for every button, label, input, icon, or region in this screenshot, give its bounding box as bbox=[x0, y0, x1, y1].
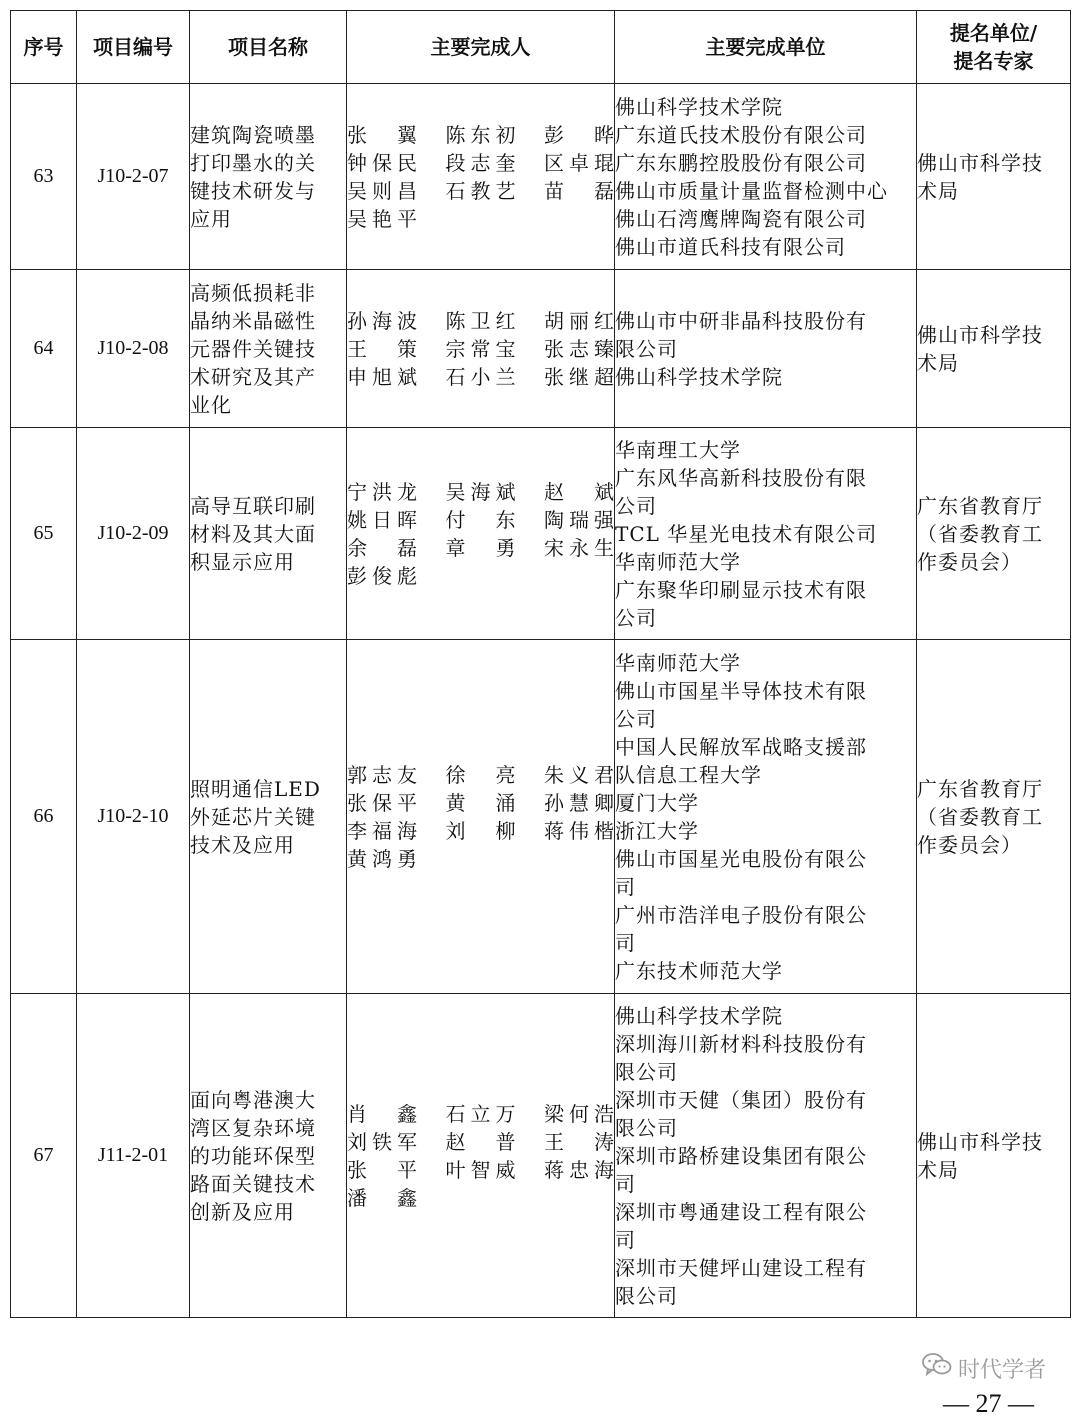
project-name-line: 应用 bbox=[190, 206, 232, 231]
nominator-line: 广东省教育厅 bbox=[917, 493, 1043, 518]
project-name-line: 业化 bbox=[190, 392, 232, 417]
nominator-line: 术局 bbox=[917, 178, 959, 203]
unit-line: 深圳海川新材料科技股份有 bbox=[615, 1031, 867, 1056]
person-name: 刘铁军 bbox=[347, 1129, 417, 1154]
page-number: — 27 — bbox=[943, 1389, 1034, 1418]
nominator-line: （省委教育工 bbox=[917, 521, 1043, 546]
unit-line: 华南师范大学 bbox=[615, 650, 741, 675]
unit-line: 佛山市中研非晶科技股份有 bbox=[615, 308, 867, 333]
people-line bbox=[347, 534, 614, 562]
unit-line: 厦门大学 bbox=[615, 790, 699, 815]
people-line bbox=[347, 845, 614, 873]
people-line bbox=[347, 149, 614, 177]
header-name: 项目名称 bbox=[190, 11, 347, 84]
person-name: 吴海斌 bbox=[445, 479, 516, 504]
project-name-line: 晶纳米晶磁性 bbox=[190, 308, 316, 333]
unit-line: 广东风华高新科技股份有限 bbox=[615, 465, 867, 490]
header-seq: 序号 bbox=[11, 11, 77, 84]
person-name: 郭志友 bbox=[347, 762, 417, 787]
project-name-line: 积显示应用 bbox=[190, 549, 295, 574]
unit-line: 浙江大学 bbox=[615, 818, 699, 843]
person-name: 梁何浩 bbox=[544, 1101, 614, 1126]
people-line bbox=[347, 121, 614, 149]
unit-line: 限公司 bbox=[615, 1059, 678, 1084]
cell-units bbox=[615, 640, 917, 994]
person-name: 刘 柳 bbox=[445, 818, 516, 843]
table-row bbox=[11, 428, 1071, 640]
table-row bbox=[11, 270, 1071, 428]
people-line bbox=[347, 562, 614, 590]
people-line bbox=[347, 761, 614, 789]
table-row bbox=[11, 640, 1071, 994]
cell-seq: 66 bbox=[11, 640, 77, 994]
unit-line: 佛山石湾鹰牌陶瓷有限公司 bbox=[615, 206, 867, 231]
person-name: 宁洪龙 bbox=[347, 479, 417, 504]
project-name-line: 技术及应用 bbox=[190, 832, 295, 857]
unit-line: 司 bbox=[615, 1227, 636, 1252]
nominator-line: 作委员会） bbox=[917, 832, 1022, 857]
header-units: 主要完成单位 bbox=[615, 11, 917, 84]
unit-line: 广东东鹏控股股份有限公司 bbox=[615, 150, 867, 175]
cell-project-name bbox=[190, 640, 347, 994]
person-name: 朱义君 bbox=[544, 762, 614, 787]
unit-line: 司 bbox=[615, 930, 636, 955]
people-line bbox=[347, 1100, 614, 1128]
person-name: 石小兰 bbox=[445, 364, 516, 389]
unit-line: 佛山科学技术学院 bbox=[615, 94, 783, 119]
unit-line: 佛山市国星光电股份有限公 bbox=[615, 846, 867, 871]
person-name: 肖 鑫 bbox=[347, 1101, 417, 1126]
cell-nominator bbox=[917, 428, 1071, 640]
person-name: 章 勇 bbox=[445, 535, 516, 560]
person-name: 王 涛 bbox=[544, 1129, 614, 1154]
unit-line: 华南理工大学 bbox=[615, 437, 741, 462]
person-name: 张保平 bbox=[347, 790, 417, 815]
header-people: 主要完成人 bbox=[347, 11, 615, 84]
cell-units bbox=[615, 84, 917, 270]
unit-line: 广东聚华印刷显示技术有限 bbox=[615, 577, 867, 602]
unit-line: 司 bbox=[615, 874, 636, 899]
cell-people bbox=[347, 270, 615, 428]
watermark-text: 时代学者 bbox=[957, 1357, 1046, 1383]
person-name: 段志奎 bbox=[445, 150, 516, 175]
people-line bbox=[347, 478, 614, 506]
people-line bbox=[347, 1156, 614, 1184]
cell-units bbox=[615, 270, 917, 428]
cell-people bbox=[347, 84, 615, 270]
header-nominator-line: 提名专家 bbox=[953, 49, 1034, 73]
people-line bbox=[347, 205, 614, 233]
person-name: 胡丽红 bbox=[544, 308, 614, 333]
project-name-line: 高导互联印刷 bbox=[190, 493, 316, 518]
header-nominator bbox=[917, 11, 1071, 84]
person-name: 王 策 bbox=[347, 336, 417, 361]
nominator-line: 术局 bbox=[917, 1157, 959, 1182]
people-line bbox=[347, 1184, 614, 1212]
nominator-line: 作委员会） bbox=[917, 549, 1022, 574]
person-name: 区卓琨 bbox=[544, 150, 614, 175]
person-name: 彭俊彪 bbox=[347, 563, 417, 588]
unit-line: 佛山市质量计量监督检测中心 bbox=[615, 178, 888, 203]
person-name: 钟保民 bbox=[347, 150, 417, 175]
cell-nominator bbox=[917, 994, 1071, 1318]
award-table bbox=[10, 10, 1071, 1318]
project-name-line: 元器件关键技 bbox=[190, 336, 316, 361]
person-name: 黄鸿勇 bbox=[347, 846, 417, 871]
person-name: 石立万 bbox=[445, 1101, 516, 1126]
unit-line: 司 bbox=[615, 1171, 636, 1196]
people-line bbox=[347, 817, 614, 845]
person-name: 张志臻 bbox=[544, 336, 614, 361]
people-line bbox=[347, 335, 614, 363]
unit-line: 广东道氏技术股份有限公司 bbox=[615, 122, 867, 147]
person-name: 孙慧卿 bbox=[544, 790, 614, 815]
person-name: 陈卫红 bbox=[445, 308, 516, 333]
person-name: 赵 普 bbox=[445, 1129, 516, 1154]
table-row bbox=[11, 994, 1071, 1318]
project-name-line: 术研究及其产 bbox=[190, 364, 316, 389]
person-name: 陈东初 bbox=[445, 122, 516, 147]
header-nominator-line: 提名单位/ bbox=[949, 21, 1038, 45]
cell-seq: 65 bbox=[11, 428, 77, 640]
unit-line: 广东技术师范大学 bbox=[615, 958, 783, 983]
person-name: 张 翼 bbox=[347, 122, 417, 147]
unit-line: 佛山市国星半导体技术有限 bbox=[615, 678, 867, 703]
unit-line: 公司 bbox=[615, 493, 657, 518]
person-name: 付 东 bbox=[445, 507, 516, 532]
cell-project-name bbox=[190, 994, 347, 1318]
unit-line: 深圳市路桥建设集团有限公 bbox=[615, 1143, 867, 1168]
unit-line: 限公司 bbox=[615, 336, 678, 361]
person-name: 宗常宝 bbox=[445, 336, 516, 361]
cell-code: J10-2-09 bbox=[77, 428, 190, 640]
person-name: 宋永生 bbox=[544, 535, 614, 560]
people-line bbox=[347, 177, 614, 205]
project-name-line: 创新及应用 bbox=[190, 1199, 295, 1224]
person-name: 潘 鑫 bbox=[347, 1185, 417, 1210]
people-line bbox=[347, 789, 614, 817]
unit-line: 华南师范大学 bbox=[615, 549, 741, 574]
project-name-line: 照明通信LED bbox=[190, 776, 321, 801]
project-name-line: 外延芯片关键 bbox=[190, 804, 316, 829]
cell-project-name bbox=[190, 84, 347, 270]
table-body bbox=[11, 84, 1071, 1318]
cell-people bbox=[347, 428, 615, 640]
table-header-row bbox=[11, 11, 1071, 84]
cell-people bbox=[347, 640, 615, 994]
person-name: 申旭斌 bbox=[347, 364, 417, 389]
person-name: 蒋忠海 bbox=[544, 1157, 614, 1182]
person-name: 石教艺 bbox=[445, 178, 516, 203]
unit-line: 佛山科学技术学院 bbox=[615, 364, 783, 389]
nominator-line: 佛山市科学技 bbox=[917, 150, 1043, 175]
unit-line: 佛山市道氏科技有限公司 bbox=[615, 234, 846, 259]
person-name: 吴则昌 bbox=[347, 178, 417, 203]
cell-seq: 63 bbox=[11, 84, 77, 270]
person-name: 蒋伟楷 bbox=[544, 818, 614, 843]
wechat-icon bbox=[922, 1352, 952, 1384]
person-name: 姚日晖 bbox=[347, 507, 417, 532]
person-name: 赵 斌 bbox=[544, 479, 614, 504]
unit-line: TCL 华星光电技术有限公司 bbox=[615, 521, 878, 546]
cell-code: J10-2-08 bbox=[77, 270, 190, 428]
unit-line: 广州市浩洋电子股份有限公 bbox=[615, 902, 867, 927]
person-name: 黄 涌 bbox=[445, 790, 516, 815]
nominator-line: 佛山市科学技 bbox=[917, 1129, 1043, 1154]
nominator-line: 术局 bbox=[917, 350, 959, 375]
unit-line: 限公司 bbox=[615, 1115, 678, 1140]
person-name: 苗 磊 bbox=[544, 178, 614, 203]
cell-units bbox=[615, 428, 917, 640]
people-line bbox=[347, 363, 614, 391]
cell-project-name bbox=[190, 270, 347, 428]
person-name: 叶智威 bbox=[445, 1157, 516, 1182]
unit-line: 佛山科学技术学院 bbox=[615, 1003, 783, 1028]
unit-line: 限公司 bbox=[615, 1283, 678, 1308]
person-name: 张 平 bbox=[347, 1157, 417, 1182]
cell-people bbox=[347, 994, 615, 1318]
project-name-line: 材料及其大面 bbox=[190, 521, 316, 546]
cell-code: J11-2-01 bbox=[77, 994, 190, 1318]
unit-line: 深圳市天健坪山建设工程有 bbox=[615, 1255, 867, 1280]
cell-seq: 67 bbox=[11, 994, 77, 1318]
unit-line: 中国人民解放军战略支援部 bbox=[615, 734, 867, 759]
cell-nominator bbox=[917, 270, 1071, 428]
cell-nominator bbox=[917, 640, 1071, 994]
cell-code: J10-2-07 bbox=[77, 84, 190, 270]
project-name-line: 打印墨水的关 bbox=[190, 150, 316, 175]
person-name: 余 磊 bbox=[347, 535, 417, 560]
person-name: 吴艳平 bbox=[347, 206, 417, 231]
person-name: 李福海 bbox=[347, 818, 417, 843]
cell-seq: 64 bbox=[11, 270, 77, 428]
unit-line: 深圳市粤通建设工程有限公 bbox=[615, 1199, 867, 1224]
project-name-line: 高频低损耗非 bbox=[190, 280, 316, 305]
person-name: 陶瑞强 bbox=[544, 507, 614, 532]
person-name: 彭 晔 bbox=[544, 122, 614, 147]
cell-units bbox=[615, 994, 917, 1318]
project-name-line: 湾区复杂环境 bbox=[190, 1115, 316, 1140]
header-code: 项目编号 bbox=[77, 11, 190, 84]
cell-project-name bbox=[190, 428, 347, 640]
table-row bbox=[11, 84, 1071, 270]
watermark bbox=[922, 1352, 1046, 1384]
unit-line: 深圳市天健（集团）股份有 bbox=[615, 1087, 867, 1112]
cell-nominator bbox=[917, 84, 1071, 270]
person-name: 张继超 bbox=[544, 364, 614, 389]
nominator-line: 广东省教育厅 bbox=[917, 776, 1043, 801]
nominator-line: 佛山市科学技 bbox=[917, 322, 1043, 347]
cell-code: J10-2-10 bbox=[77, 640, 190, 994]
project-name-line: 键技术研发与 bbox=[190, 178, 316, 203]
project-name-line: 建筑陶瓷喷墨 bbox=[190, 122, 316, 147]
person-name: 徐 亮 bbox=[445, 762, 516, 787]
project-name-line: 的功能环保型 bbox=[190, 1143, 316, 1168]
people-line bbox=[347, 307, 614, 335]
person-name: 孙海波 bbox=[347, 308, 417, 333]
project-name-line: 路面关键技术 bbox=[190, 1171, 316, 1196]
nominator-line: （省委教育工 bbox=[917, 804, 1043, 829]
people-line bbox=[347, 1128, 614, 1156]
unit-line: 队信息工程大学 bbox=[615, 762, 762, 787]
unit-line: 公司 bbox=[615, 706, 657, 731]
project-name-line: 面向粤港澳大 bbox=[190, 1087, 316, 1112]
unit-line: 公司 bbox=[615, 605, 657, 630]
people-line bbox=[347, 506, 614, 534]
